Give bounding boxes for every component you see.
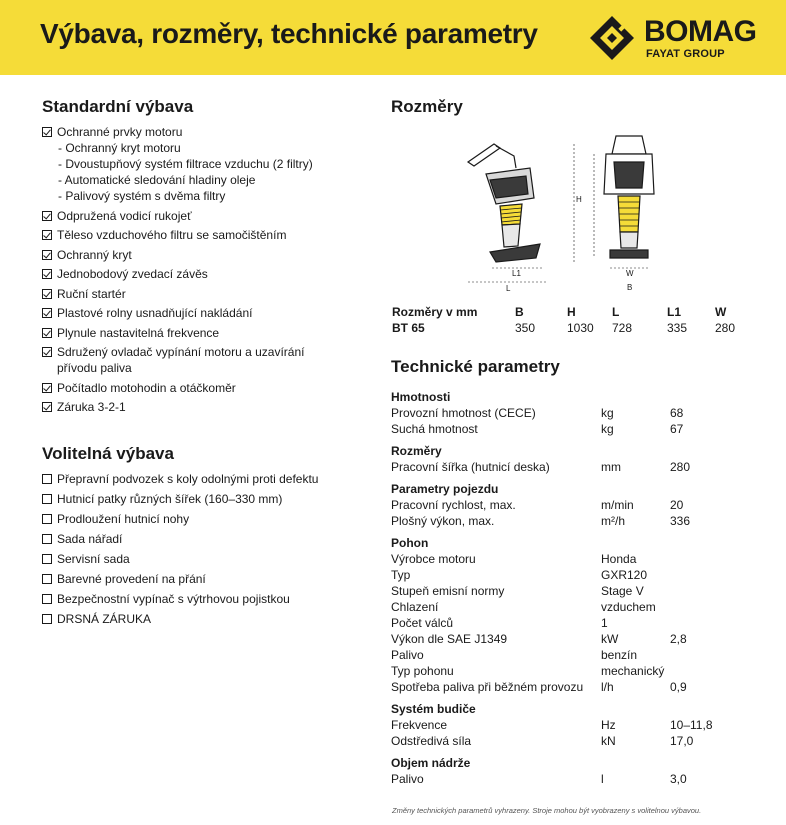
table-header: W	[715, 305, 727, 319]
unchecked-box-icon	[42, 534, 52, 544]
checked-box-icon	[42, 127, 52, 137]
checked-box-icon	[42, 269, 52, 279]
list-item: Jednobodový zvedací závěs	[42, 266, 362, 282]
group-title: Systém budiče	[391, 702, 476, 716]
sub-item: - Dvoustupňový systém filtrace vzduchu (2 filtry)	[58, 157, 313, 171]
table-row: Výrobce motoru Honda	[391, 552, 637, 566]
checked-box-icon	[42, 402, 52, 412]
table-row: Plošný výkon, max. m²/h 336	[391, 514, 691, 528]
unchecked-box-icon	[42, 574, 52, 584]
param-group	[391, 755, 771, 787]
rammer-dimension-diagram	[456, 124, 676, 296]
unchecked-box-icon	[42, 614, 52, 624]
param-group	[391, 535, 771, 695]
list-item: Prodloužení hutnicí nohy	[42, 511, 372, 527]
checked-box-icon	[42, 289, 52, 299]
checked-box-icon	[42, 347, 52, 357]
group-title: Objem nádrže	[391, 756, 471, 770]
table-row: Provozní hmotnost (CECE) kg 68	[391, 406, 684, 420]
table-row: Pracovní šířka (hutnicí deska) mm 280	[391, 460, 691, 474]
table-header: Rozměry v mm	[392, 305, 478, 319]
list-item: Počítadlo motohodin a otáčkoměr	[42, 380, 362, 396]
list-item: Sdružený ovladač vypínání motoru a uzavírání přívodu paliva	[42, 344, 362, 376]
table-row: Spotřeba paliva při běžném provozu l/h 0,9	[391, 680, 687, 694]
list-item: Přepravní podvozek s koly odolnými proti defektu	[42, 471, 372, 487]
table-row: Stupeň emisní normy Stage V	[391, 584, 644, 598]
checked-box-icon	[42, 308, 52, 318]
brand-name: BOMAG	[644, 15, 757, 48]
param-group	[391, 443, 771, 475]
checked-box-icon	[42, 383, 52, 393]
dimensions-title: Rozměry	[391, 97, 463, 116]
group-title: Hmotnosti	[391, 390, 451, 404]
table-cell: 350	[515, 321, 536, 335]
unchecked-box-icon	[42, 594, 52, 604]
tech-params-table	[391, 389, 771, 793]
sub-item: - Palivový systém s dvěma filtry	[58, 189, 226, 203]
list-item: Ruční startér	[42, 286, 362, 302]
brand-subtitle: FAYAT GROUP	[646, 48, 725, 60]
param-group	[391, 701, 771, 749]
table-header: L	[612, 305, 620, 319]
standard-equipment-title: Standardní výbava	[42, 97, 194, 116]
table-header: L1	[667, 305, 682, 319]
param-group	[391, 389, 771, 437]
bomag-diamond-icon	[588, 14, 636, 62]
unchecked-box-icon	[42, 474, 52, 484]
list-item: Plastové rolny usnadňující nakládání	[42, 305, 362, 321]
checked-box-icon	[42, 230, 52, 240]
table-row: Chlazení vzduchem	[391, 600, 656, 614]
dim-label-w: W	[626, 269, 634, 278]
unchecked-box-icon	[42, 554, 52, 564]
table-header: H	[567, 305, 576, 319]
dim-label-b: B	[627, 283, 633, 292]
header-banner	[0, 0, 786, 75]
tech-params-title: Technické parametry	[391, 357, 560, 376]
list-item: Odpružená vodicí rukojeť	[42, 208, 362, 224]
table-row: Palivo l 3,0	[391, 772, 687, 786]
table-header: B	[515, 305, 524, 319]
standard-equipment-list	[42, 124, 362, 419]
list-item: Ochranné prvky motoru	[42, 124, 362, 140]
table-row: Odstředivá síla kN 17,0	[391, 734, 694, 748]
group-title: Parametry pojezdu	[391, 482, 499, 496]
list-item: Sada nářadí	[42, 531, 372, 547]
group-title: Pohon	[391, 536, 429, 550]
sub-item: - Ochranný kryt motoru	[58, 141, 181, 155]
checked-box-icon	[42, 250, 52, 260]
table-cell: 728	[612, 321, 633, 335]
checked-box-icon	[42, 328, 52, 338]
list-item: Těleso vzduchového filtru se samočištěním	[42, 227, 362, 243]
table-row: Typ GXR120	[391, 568, 648, 582]
group-title: Rozměry	[391, 444, 442, 458]
list-item: Záruka 3-2-1	[42, 399, 362, 415]
list-item: Barevné provedení na přání	[42, 571, 372, 587]
list-item: Ochranný kryt	[42, 247, 362, 263]
dim-label-l: L	[506, 284, 511, 293]
checked-box-icon	[42, 211, 52, 221]
sub-item: - Automatické sledování hladiny oleje	[58, 173, 256, 187]
unchecked-box-icon	[42, 494, 52, 504]
table-row: Výkon dle SAE J1349 kW 2,8	[391, 632, 687, 646]
table-row: Počet válců 1	[391, 616, 608, 630]
optional-equipment-title: Volitelná výbava	[42, 444, 174, 463]
optional-equipment-list	[42, 471, 372, 631]
list-item: Hutnicí patky různých šířek (160–330 mm)	[42, 491, 372, 507]
dim-label-l1: L1	[512, 269, 521, 278]
list-item: Plynule nastavitelná frekvence	[42, 325, 362, 341]
sub-list	[42, 140, 362, 204]
table-cell: 335	[667, 321, 688, 335]
brand-logo	[588, 14, 768, 62]
rammer-front-view	[604, 136, 654, 258]
table-row: Suchá hmotnost kg 67	[391, 422, 684, 436]
param-group	[391, 481, 771, 529]
dim-label-h: H	[576, 195, 582, 204]
table-cell: 1030	[567, 321, 594, 335]
list-item: DRSNÁ ZÁRUKA	[42, 611, 372, 627]
table-row: Frekvence Hz 10–11,8	[391, 718, 713, 732]
table-row: Palivo benzín	[391, 648, 638, 662]
table-cell: 280	[715, 321, 736, 335]
page-title: Výbava, rozměry, technické parametry	[40, 18, 538, 49]
table-row: Typ pohonu mechanický	[391, 664, 665, 678]
footnote: Změny technických parametrů vyhrazeny. Stroje mohou být vyobrazeny s volitelnou výbavou.	[392, 806, 702, 815]
rammer-side-view	[468, 144, 540, 262]
list-item: Bezpečnostní vypínač s výtrhovou pojistkou	[42, 591, 372, 607]
unchecked-box-icon	[42, 514, 52, 524]
list-item: Servisní sada	[42, 551, 372, 567]
table-cell: BT 65	[392, 321, 425, 335]
table-row: Pracovní rychlost, max. m/min 20	[391, 498, 684, 512]
